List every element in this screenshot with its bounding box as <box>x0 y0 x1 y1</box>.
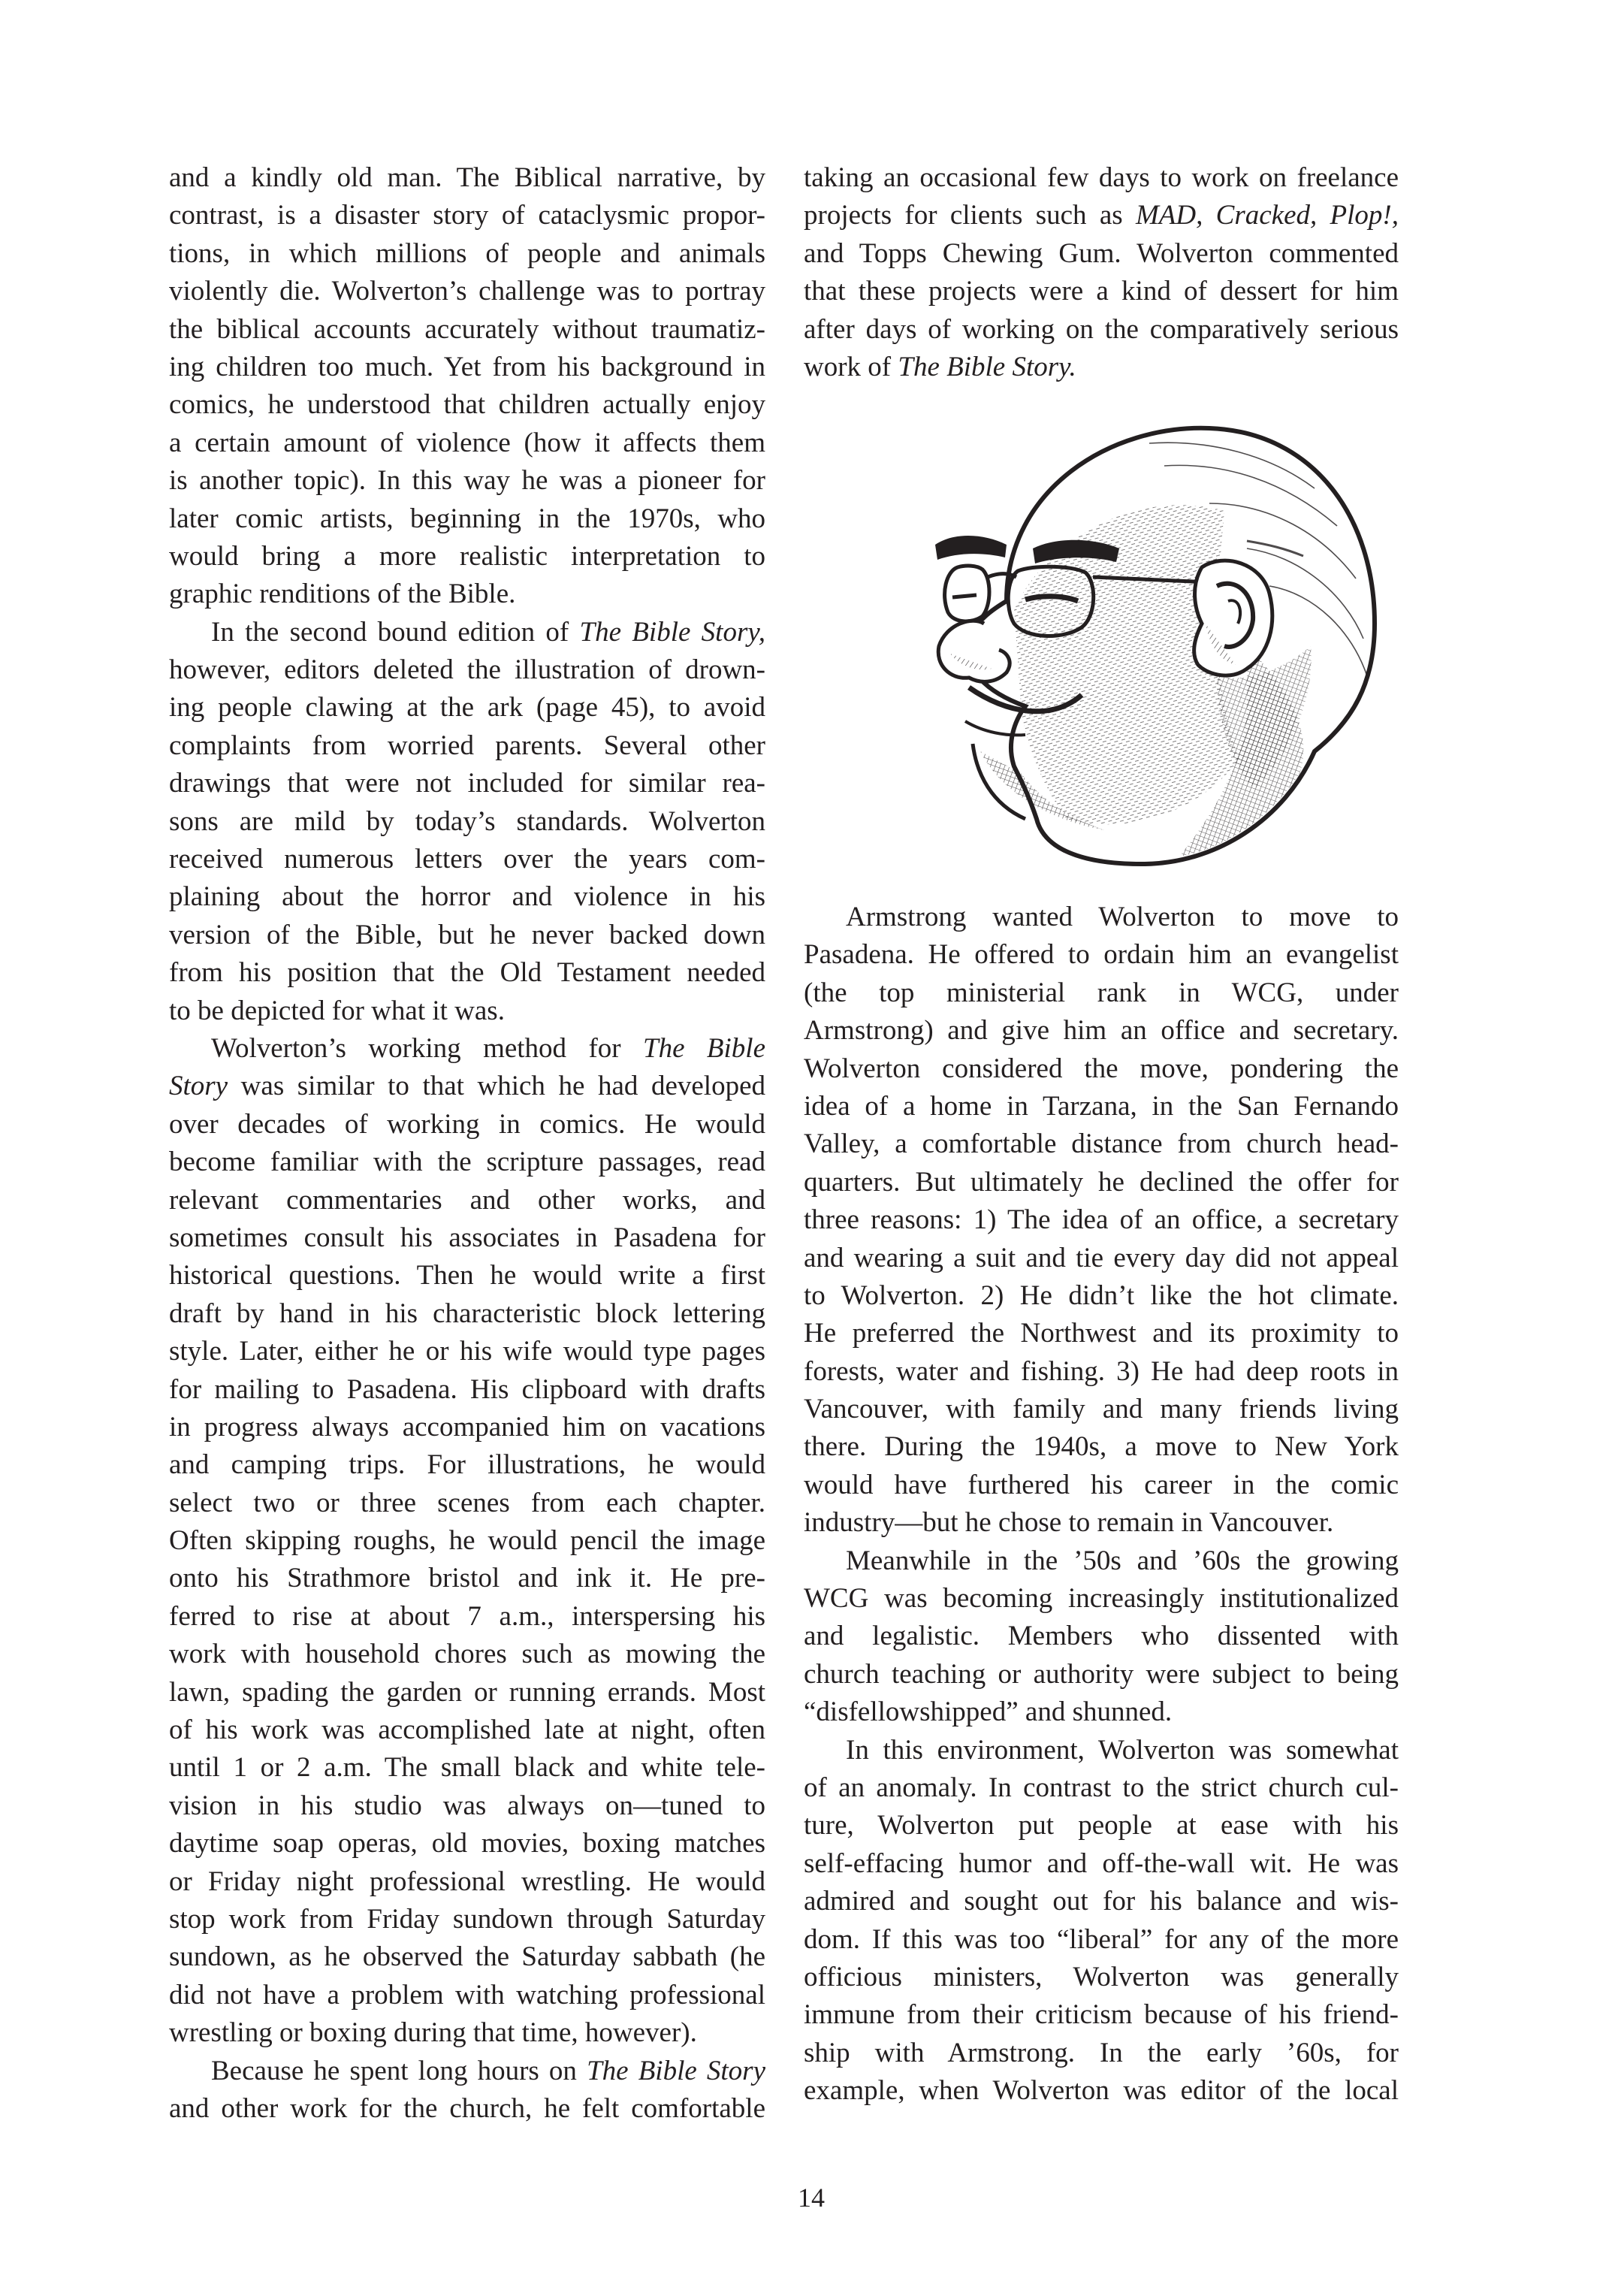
text-line: dom. If this was too “liberal” for any of the more <box>804 1923 1399 1955</box>
italic-title: The Bible Story. <box>898 351 1076 382</box>
text-line: ture, Wolverton put people at ease with his <box>804 1810 1399 1841</box>
text-line: and other work for the church, he felt comfortable <box>169 2092 765 2124</box>
text-line: onto his Strathmore bristol and ink it. He pre- <box>169 1563 765 1594</box>
text-line: for mailing to Pasadena. His clipboard with drafts <box>169 1373 765 1405</box>
text-line: after days of working on the comparatively serious <box>804 313 1399 345</box>
text-line: is another topic). In this way he was a pioneer for <box>169 465 765 497</box>
text-line: from his position that the Old Testament needed <box>169 957 765 989</box>
text-line: quarters. But ultimately he declined the offer for <box>804 1166 1399 1198</box>
text-line: or Friday night professional wrestling. He would <box>169 1866 765 1897</box>
text-line: in progress always accompanied him on vacations <box>169 1411 765 1443</box>
text-line: In this environment, Wolverton was somewhat <box>846 1734 1399 1766</box>
text-line: did not have a problem with watching professional <box>169 1979 765 2011</box>
text-line: three reasons: 1) The idea of an office, a secretary <box>804 1204 1399 1236</box>
text-line: to Wolverton. 2) He didn’t like the hot climate. <box>804 1279 1399 1311</box>
text-line: industry—but he chose to remain in Vancouver. <box>804 1507 1334 1539</box>
text-line: over decades of working in comics. He would <box>169 1108 765 1140</box>
text-line: work with household chores such as mowing the <box>169 1639 765 1670</box>
text-line: Often skipping roughs, he would pencil the image <box>169 1525 765 1557</box>
text-line: idea of a home in Tarzana, in the San Fernando <box>804 1090 1399 1122</box>
text-line: He preferred the Northwest and its proximity to <box>804 1318 1399 1349</box>
italic-title: The Bible Story <box>587 2055 766 2086</box>
text-line: would have furthered his career in the comic <box>804 1469 1399 1500</box>
text-line: Armstrong wanted Wolverton to move to <box>846 902 1399 932</box>
text-line: (the top ministerial rank in WCG, under <box>804 977 1399 1008</box>
text-line: version of the Bible, but he never backed down <box>169 919 765 950</box>
text-line: ferred to rise at about 7 a.m., interspersing his <box>169 1600 765 1632</box>
text-line: self-effacing humor and off-the-wall wit. He was <box>804 1847 1399 1879</box>
right-text-column-bottom <box>804 899 1399 2110</box>
text-line: WCG was becoming increasingly institutionalized <box>804 1583 1399 1615</box>
text-line: and Topps Chewing Gum. Wolverton commented <box>804 237 1399 269</box>
caricature-portrait-icon <box>894 398 1412 887</box>
text-line: and camping trips. For illustrations, he would <box>169 1449 765 1481</box>
text-line: ing children too much. Yet from his background in <box>169 351 765 382</box>
text-line: tions, in which millions of people and animals <box>169 237 765 269</box>
text-line: In the second bound edition of The Bible Story, <box>211 616 765 648</box>
text-line: comics, he understood that children actually enjoy <box>169 389 765 421</box>
text-line: of his work was accomplished late at night, often <box>169 1714 765 1746</box>
text-line: select two or three scenes from each chapter. <box>169 1487 765 1518</box>
text-line: historical questions. Then he would write a first <box>169 1260 765 1292</box>
italic-title: The Bible <box>643 1032 765 1064</box>
text-line: officious ministers, Wolverton was generally <box>804 1961 1399 1992</box>
text-line: Because he spent long hours on The Bible Story <box>211 2055 766 2086</box>
text-line: that these projects were a kind of dessert for him <box>804 276 1399 307</box>
text-line: daytime soap operas, old movies, boxing matches <box>169 1828 765 1859</box>
text-line: of an anomaly. In contrast to the strict church cul- <box>804 1772 1399 1803</box>
text-line: and legalistic. Members who dissented with <box>804 1621 1399 1652</box>
text-line: sundown, as he observed the Saturday sabbath (he <box>169 1941 765 1973</box>
text-line: sometimes consult his associates in Pasadena for <box>169 1222 765 1253</box>
text-line: example, when Wolverton was editor of the local <box>804 2075 1399 2107</box>
italic-title: MAD, Cracked, Plop!, <box>1135 200 1399 231</box>
text-line: there. During the 1940s, a move to New York <box>804 1431 1399 1463</box>
italic-title: Story <box>169 1071 228 1102</box>
text-line: Valley, a comfortable distance from church head- <box>804 1128 1399 1160</box>
text-line: Vancouver, with family and many friends living <box>804 1394 1399 1425</box>
text-line: complaints from worried parents. Several other <box>169 730 765 761</box>
left-text-column <box>169 159 765 2128</box>
text-line: Armstrong) and give him an office and secretary. <box>804 1015 1399 1047</box>
text-line: the biblical accounts accurately without traumatiz- <box>169 313 765 345</box>
text-line: and wearing a suit and tie every day did not appeal <box>804 1242 1399 1273</box>
text-line: relevant commentaries and other works, and <box>169 1184 765 1216</box>
text-line: received numerous letters over the years com- <box>169 844 765 875</box>
text-line: Wolverton considered the move, pondering the <box>804 1053 1399 1084</box>
text-line: and a kindly old man. The Biblical narrative, by <box>169 162 765 193</box>
text-line: wrestling or boxing during that time, however). <box>169 2017 697 2049</box>
text-line: to be depicted for what it was. <box>169 995 505 1026</box>
text-line: projects for clients such as MAD, Cracked, Plop!, <box>804 200 1399 231</box>
italic-title: The Bible Story, <box>579 616 765 648</box>
portrait-illustration <box>894 398 1412 887</box>
text-line: Story was similar to that which he had developed <box>169 1071 765 1102</box>
text-line: however, editors deleted the illustration of drown- <box>169 654 765 686</box>
text-line: Meanwhile in the ’50s and ’60s the growing <box>846 1545 1399 1576</box>
text-line: draft by hand in his characteristic block lettering <box>169 1298 765 1329</box>
text-line: vision in his studio was always on—tuned to <box>169 1790 765 1821</box>
text-line: forests, water and fishing. 3) He had deep roots in <box>804 1355 1399 1387</box>
text-line: taking an occasional few days to work on freelance <box>804 162 1399 193</box>
text-line: would bring a more realistic interpretation to <box>169 540 765 572</box>
text-line: church teaching or authority were subject to being <box>804 1658 1399 1690</box>
text-line: style. Later, either he or his wife would type pages <box>169 1336 765 1367</box>
text-line: admired and sought out for his balance and wis- <box>804 1886 1399 1917</box>
text-line: graphic renditions of the Bible. <box>169 579 516 610</box>
text-line: Wolverton’s working method for The Bible <box>211 1032 765 1064</box>
text-line: a certain amount of violence (how it affects them <box>169 427 765 458</box>
text-line: ing people clawing at the ark (page 45), to avoid <box>169 692 765 724</box>
text-line: later comic artists, beginning in the 1970s, who <box>169 503 765 534</box>
text-line: stop work from Friday sundown through Saturday <box>169 1903 765 1935</box>
right-text-column-top <box>804 159 1399 386</box>
page-number: 14 <box>798 2183 825 2213</box>
text-line: plaining about the horror and violence in his <box>169 881 765 913</box>
text-line: until 1 or 2 a.m. The small black and white tele- <box>169 1752 765 1784</box>
text-line: Pasadena. He offered to ordain him an evangelist <box>804 939 1399 971</box>
text-line: become familiar with the scripture passages, read <box>169 1146 765 1178</box>
text-line: drawings that were not included for similar rea- <box>169 768 765 799</box>
text-line: contrast, is a disaster story of cataclysmic propor- <box>169 200 765 231</box>
text-line: sons are mild by today’s standards. Wolverton <box>169 805 765 837</box>
text-line: violently die. Wolverton’s challenge was to portray <box>169 276 765 307</box>
text-line: ship with Armstrong. In the early ’60s, for <box>804 2037 1399 2068</box>
text-line: immune from their criticism because of his friend- <box>804 1999 1399 2031</box>
text-line: lawn, spading the garden or running errands. Most <box>169 1676 765 1708</box>
text-line: “disfellowshipped” and shunned. <box>804 1696 1173 1728</box>
text-line: work of The Bible Story. <box>804 351 1076 382</box>
